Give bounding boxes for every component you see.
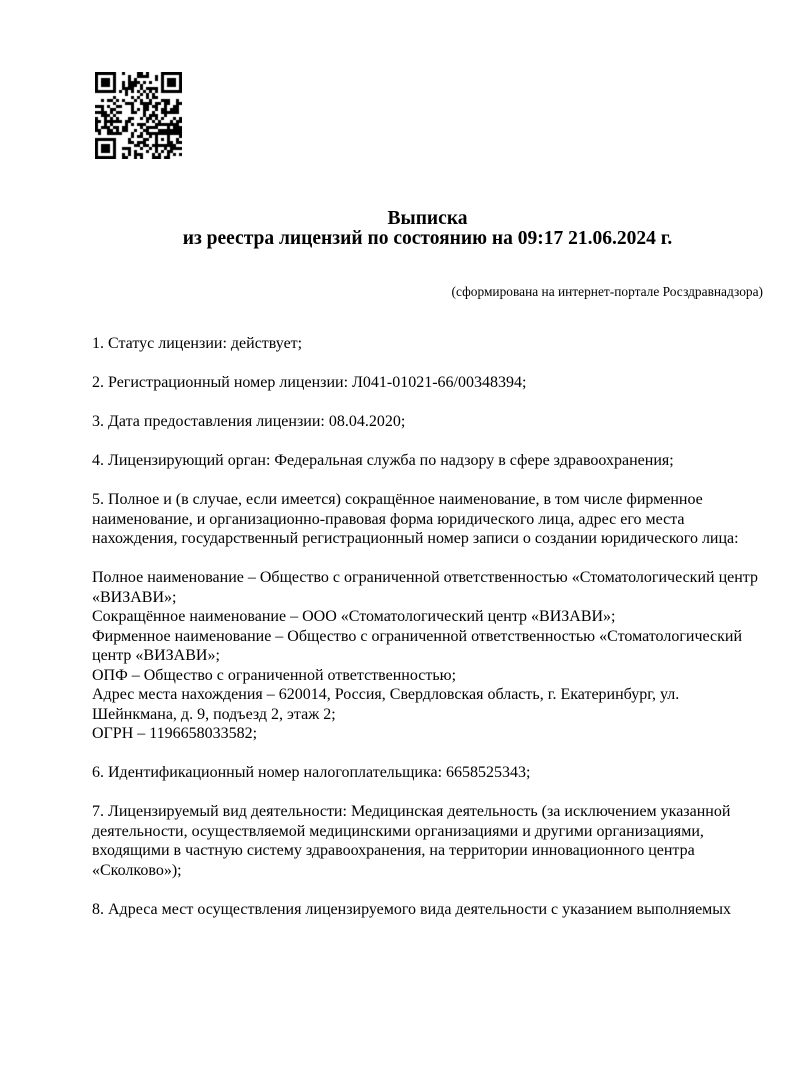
text-line: 1. Статус лицензии: действует; <box>92 335 303 352</box>
text-line: Шейнкмана, д. 9, подъезд 2, этаж 2; <box>92 705 336 723</box>
text-line: 7. Лицензируемый вид деятельности: Медицинская деятельность (за исключением указанной <box>92 803 731 820</box>
text-line: наименование, и организационно-правовая форма юридического лица, адрес его места <box>92 510 685 528</box>
title-line-2: из реестра лицензий по состоянию на 09:17 21.06.2024 г. <box>182 227 673 249</box>
paragraph-license-status <box>92 334 792 354</box>
text-line: 5. Полное и (в случае, если имеется) сокращённое наименование, в том числе фирменное <box>92 491 703 508</box>
document-body <box>92 334 792 919</box>
paragraph-organization-details <box>92 568 792 744</box>
qr-code-icon <box>95 72 182 159</box>
text-line: входящими в частную систему здравоохранения, на территории инновационного центра <box>92 842 695 859</box>
text-line: ОПФ – Общество с ограниченной ответственностью; <box>92 666 457 684</box>
text-line: нахождения, государственный регистрационный номер записи о создании юридического лица: <box>92 530 739 547</box>
text-line: 6. Идентификационный номер налогоплательщика: 6658525343; <box>92 764 531 781</box>
paragraph-licensing-authority <box>92 451 792 471</box>
text-line: 3. Дата предоставления лицензии: 08.04.2020; <box>92 413 406 430</box>
text-line: «ВИЗАВИ»; <box>92 588 177 606</box>
document-title <box>92 209 763 248</box>
paragraph-name-heading <box>92 490 792 549</box>
text-line: центр «ВИЗАВИ»; <box>92 647 220 664</box>
text-line: Адрес места нахождения – 620014, Россия, Свердловская область, г. Екатеринбург, ул. <box>92 686 680 703</box>
text-line: 4. Лицензирующий орган: Федеральная служба по надзору в сфере здравоохранения; <box>92 452 674 469</box>
text-line: «Сколково»); <box>92 861 182 879</box>
text-line: ОГРН – 1196658033582; <box>92 725 258 742</box>
text-line: 2. Регистрационный номер лицензии: Л041-01021-66/00348394; <box>92 374 527 391</box>
paragraph-activity-type <box>92 802 792 880</box>
paragraph-activity-addresses <box>92 900 792 920</box>
paragraph-inn <box>92 763 792 783</box>
text-line: Сокращённое наименование – ООО «Стоматологический центр «ВИЗАВИ»; <box>92 608 616 625</box>
paragraph-license-date <box>92 412 792 432</box>
paragraph-registration-number <box>92 373 792 393</box>
text-line: 8. Адреса мест осуществления лицензируемого вида деятельности с указанием выполняемых <box>92 900 732 918</box>
text-line: Фирменное наименование – Общество с ограниченной ответственностью «Стоматологический <box>92 627 742 645</box>
text-line: Полное наименование – Общество с ограниченной ответственностью «Стоматологический центр <box>92 569 758 586</box>
formed-note: (сформирована на интернет-портале Росздравнадзора) <box>451 284 763 299</box>
text-line: деятельности, осуществляемой медицинскими организациями и другими организациями, <box>92 822 704 840</box>
title-line-1: Выписка <box>387 208 468 229</box>
